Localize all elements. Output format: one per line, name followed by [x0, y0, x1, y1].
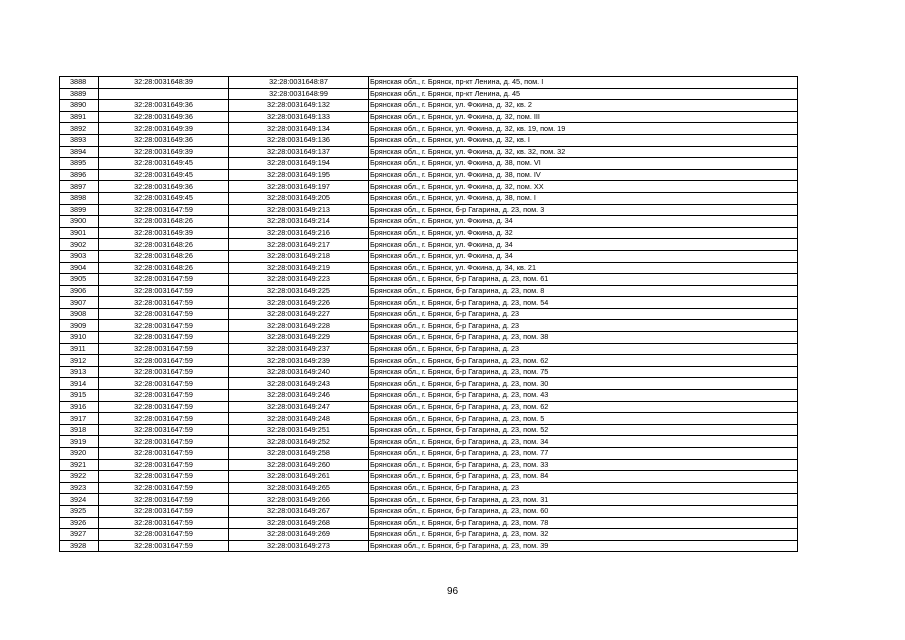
table-row — [60, 343, 798, 355]
table-row — [60, 192, 798, 204]
address-cell: Брянская обл., г. Брянск, ул. Фокина, д. 38, пом. IV — [369, 169, 798, 181]
address-cell: Брянская обл., г. Брянск, б-р Гагарина, д. 23, пом. 33 — [369, 459, 798, 471]
row-number-cell: 3902 — [60, 239, 99, 251]
row-number-cell: 3905 — [60, 274, 99, 286]
address-cell: Брянская обл., г. Брянск, б-р Гагарина, д. 23, пом. 75 — [369, 366, 798, 378]
cadastral-number-cell: 32:28:0031649:213 — [229, 204, 369, 216]
cadastral-number-cell: 32:28:0031649:194 — [229, 158, 369, 170]
address-cell: Брянская обл., г. Брянск, б-р Гагарина, д. 23, пом. 5 — [369, 413, 798, 425]
quarter-number-cell: 32:28:0031647:59 — [99, 517, 229, 529]
table-row — [60, 390, 798, 402]
row-number-cell: 3900 — [60, 216, 99, 228]
cadastral-number-cell: 32:28:0031649:197 — [229, 181, 369, 193]
cadastral-number-cell: 32:28:0031649:228 — [229, 320, 369, 332]
row-number-cell: 3890 — [60, 100, 99, 112]
quarter-number-cell: 32:28:0031647:59 — [99, 494, 229, 506]
cadastral-number-cell: 32:28:0031649:268 — [229, 517, 369, 529]
address-cell: Брянская обл., г. Брянск, ул. Фокина, д. 34 — [369, 216, 798, 228]
cadastral-number-cell: 32:28:0031649:260 — [229, 459, 369, 471]
row-number-cell: 3909 — [60, 320, 99, 332]
quarter-number-cell: 32:28:0031647:59 — [99, 274, 229, 286]
cadastral-number-cell: 32:28:0031649:258 — [229, 448, 369, 460]
row-number-cell: 3891 — [60, 111, 99, 123]
table-row — [60, 459, 798, 471]
row-number-cell: 3898 — [60, 192, 99, 204]
table-row — [60, 262, 798, 274]
quarter-number-cell: 32:28:0031647:59 — [99, 505, 229, 517]
cadastral-number-cell: 32:28:0031649:246 — [229, 390, 369, 402]
table-row — [60, 239, 798, 251]
row-number-cell: 3910 — [60, 332, 99, 344]
table-row — [60, 355, 798, 367]
row-number-cell: 3913 — [60, 366, 99, 378]
row-number-cell: 3925 — [60, 505, 99, 517]
address-cell: Брянская обл., г. Брянск, ул. Фокина, д. 32, пом. XX — [369, 181, 798, 193]
quarter-number-cell: 32:28:0031648:26 — [99, 250, 229, 262]
quarter-number-cell: 32:28:0031647:59 — [99, 436, 229, 448]
table-row — [60, 88, 798, 100]
row-number-cell: 3917 — [60, 413, 99, 425]
cadastral-number-cell: 32:28:0031649:133 — [229, 111, 369, 123]
cadastral-number-cell: 32:28:0031649:267 — [229, 505, 369, 517]
table-row — [60, 181, 798, 193]
quarter-number-cell: 32:28:0031647:59 — [99, 424, 229, 436]
quarter-number-cell: 32:28:0031647:59 — [99, 529, 229, 541]
cadastral-number-cell: 32:28:0031649:251 — [229, 424, 369, 436]
row-number-cell: 3911 — [60, 343, 99, 355]
table-row — [60, 204, 798, 216]
address-cell: Брянская обл., г. Брянск, ул. Фокина, д. 34 — [369, 250, 798, 262]
cadastral-number-cell: 32:28:0031649:217 — [229, 239, 369, 251]
cadastral-number-cell: 32:28:0031649:216 — [229, 227, 369, 239]
table-row — [60, 297, 798, 309]
cadastral-number-cell: 32:28:0031649:218 — [229, 250, 369, 262]
cadastral-number-cell: 32:28:0031649:214 — [229, 216, 369, 228]
address-cell: Брянская обл., г. Брянск, б-р Гагарина, д. 23, пом. 62 — [369, 355, 798, 367]
row-number-cell: 3919 — [60, 436, 99, 448]
row-number-cell: 3915 — [60, 390, 99, 402]
row-number-cell: 3916 — [60, 401, 99, 413]
cadastral-number-cell: 32:28:0031649:265 — [229, 482, 369, 494]
table-row — [60, 505, 798, 517]
quarter-number-cell: 32:28:0031647:59 — [99, 320, 229, 332]
address-cell: Брянская обл., г. Брянск, ул. Фокина, д. 32, пом. III — [369, 111, 798, 123]
cadastral-number-cell: 32:28:0031649:252 — [229, 436, 369, 448]
table-row — [60, 77, 798, 89]
cadastral-table — [59, 76, 798, 552]
row-number-cell: 3907 — [60, 297, 99, 309]
quarter-number-cell: 32:28:0031647:59 — [99, 378, 229, 390]
table-row — [60, 540, 798, 552]
quarter-number-cell: 32:28:0031649:36 — [99, 181, 229, 193]
table-row — [60, 134, 798, 146]
cadastral-number-cell: 32:28:0031648:99 — [229, 88, 369, 100]
cadastral-number-cell: 32:28:0031649:137 — [229, 146, 369, 158]
quarter-number-cell: 32:28:0031647:59 — [99, 308, 229, 320]
quarter-number-cell: 32:28:0031649:36 — [99, 100, 229, 112]
table-row — [60, 413, 798, 425]
address-cell: Брянская обл., г. Брянск, б-р Гагарина, д. 23, пом. 3 — [369, 204, 798, 216]
table-row — [60, 250, 798, 262]
row-number-cell: 3906 — [60, 285, 99, 297]
address-cell: Брянская обл., г. Брянск, пр-кт Ленина, д. 45, пом. I — [369, 77, 798, 89]
quarter-number-cell: 32:28:0031647:59 — [99, 401, 229, 413]
address-cell: Брянская обл., г. Брянск, б-р Гагарина, д. 23, пом. 43 — [369, 390, 798, 402]
quarter-number-cell: 32:28:0031649:39 — [99, 227, 229, 239]
address-cell: Брянская обл., г. Брянск, б-р Гагарина, д. 23, пом. 31 — [369, 494, 798, 506]
address-cell: Брянская обл., г. Брянск, б-р Гагарина, д. 23, пом. 60 — [369, 505, 798, 517]
row-number-cell: 3899 — [60, 204, 99, 216]
address-cell: Брянская обл., г. Брянск, ул. Фокина, д. 38, пом. VI — [369, 158, 798, 170]
quarter-number-cell: 32:28:0031647:59 — [99, 355, 229, 367]
address-cell: Брянская обл., г. Брянск, ул. Фокина, д. 32 — [369, 227, 798, 239]
cadastral-number-cell: 32:28:0031649:243 — [229, 378, 369, 390]
address-cell: Брянская обл., г. Брянск, б-р Гагарина, д. 23 — [369, 482, 798, 494]
address-cell: Брянская обл., г. Брянск, пр-кт Ленина, д. 45 — [369, 88, 798, 100]
quarter-number-cell: 32:28:0031649:36 — [99, 111, 229, 123]
row-number-cell: 3888 — [60, 77, 99, 89]
cadastral-number-cell: 32:28:0031649:273 — [229, 540, 369, 552]
address-cell: Брянская обл., г. Брянск, б-р Гагарина, д. 23, пом. 62 — [369, 401, 798, 413]
row-number-cell: 3927 — [60, 529, 99, 541]
quarter-number-cell: 32:28:0031649:39 — [99, 123, 229, 135]
cadastral-number-cell: 32:28:0031649:237 — [229, 343, 369, 355]
quarter-number-cell: 32:28:0031647:59 — [99, 297, 229, 309]
table-row — [60, 227, 798, 239]
row-number-cell: 3920 — [60, 448, 99, 460]
address-cell: Брянская обл., г. Брянск, б-р Гагарина, д. 23, пом. 34 — [369, 436, 798, 448]
cadastral-number-cell: 32:28:0031648:87 — [229, 77, 369, 89]
cadastral-number-cell: 32:28:0031649:226 — [229, 297, 369, 309]
row-number-cell: 3923 — [60, 482, 99, 494]
quarter-number-cell: 32:28:0031647:59 — [99, 413, 229, 425]
address-cell: Брянская обл., г. Брянск, б-р Гагарина, д. 23, пом. 32 — [369, 529, 798, 541]
cadastral-number-cell: 32:28:0031649:229 — [229, 332, 369, 344]
address-cell: Брянская обл., г. Брянск, б-р Гагарина, д. 23, пом. 30 — [369, 378, 798, 390]
cadastral-number-cell: 32:28:0031649:136 — [229, 134, 369, 146]
address-cell: Брянская обл., г. Брянск, б-р Гагарина, д. 23 — [369, 343, 798, 355]
row-number-cell: 3921 — [60, 459, 99, 471]
cadastral-number-cell: 32:28:0031649:269 — [229, 529, 369, 541]
address-cell: Брянская обл., г. Брянск, ул. Фокина, д. 34 — [369, 239, 798, 251]
table-row — [60, 471, 798, 483]
cadastral-number-cell: 32:28:0031649:134 — [229, 123, 369, 135]
address-cell: Брянская обл., г. Брянск, б-р Гагарина, д. 23 — [369, 308, 798, 320]
quarter-number-cell: 32:28:0031647:59 — [99, 285, 229, 297]
table-row — [60, 424, 798, 436]
row-number-cell: 3904 — [60, 262, 99, 274]
cadastral-number-cell: 32:28:0031649:132 — [229, 100, 369, 112]
address-cell: Брянская обл., г. Брянск, б-р Гагарина, д. 23, пом. 52 — [369, 424, 798, 436]
quarter-number-cell: 32:28:0031649:36 — [99, 134, 229, 146]
table-row — [60, 332, 798, 344]
table-row — [60, 146, 798, 158]
row-number-cell: 3892 — [60, 123, 99, 135]
table-row — [60, 482, 798, 494]
table-row — [60, 123, 798, 135]
quarter-number-cell: 32:28:0031647:59 — [99, 448, 229, 460]
quarter-number-cell: 32:28:0031648:26 — [99, 216, 229, 228]
address-cell: Брянская обл., г. Брянск, б-р Гагарина, д. 23, пом. 8 — [369, 285, 798, 297]
table-row — [60, 436, 798, 448]
quarter-number-cell: 32:28:0031647:59 — [99, 471, 229, 483]
quarter-number-cell: 32:28:0031647:59 — [99, 366, 229, 378]
row-number-cell: 3903 — [60, 250, 99, 262]
cadastral-number-cell: 32:28:0031649:225 — [229, 285, 369, 297]
table-row — [60, 169, 798, 181]
table-row — [60, 448, 798, 460]
row-number-cell: 3895 — [60, 158, 99, 170]
cadastral-number-cell: 32:28:0031649:195 — [229, 169, 369, 181]
cadastral-number-cell: 32:28:0031649:205 — [229, 192, 369, 204]
quarter-number-cell: 32:28:0031649:39 — [99, 146, 229, 158]
table-row — [60, 111, 798, 123]
quarter-number-cell: 32:28:0031648:26 — [99, 239, 229, 251]
quarter-number-cell: 32:28:0031649:45 — [99, 169, 229, 181]
table-row — [60, 100, 798, 112]
address-cell: Брянская обл., г. Брянск, б-р Гагарина, д. 23, пом. 61 — [369, 274, 798, 286]
address-cell: Брянская обл., г. Брянск, б-р Гагарина, д. 23, пом. 78 — [369, 517, 798, 529]
quarter-number-cell: 32:28:0031647:59 — [99, 343, 229, 355]
row-number-cell: 3908 — [60, 308, 99, 320]
table-row — [60, 529, 798, 541]
table-row — [60, 158, 798, 170]
row-number-cell: 3897 — [60, 181, 99, 193]
table-row — [60, 274, 798, 286]
cadastral-number-cell: 32:28:0031649:223 — [229, 274, 369, 286]
row-number-cell: 3896 — [60, 169, 99, 181]
row-number-cell: 3914 — [60, 378, 99, 390]
quarter-number-cell — [99, 88, 229, 100]
table-body — [60, 77, 798, 552]
address-cell: Брянская обл., г. Брянск, ул. Фокина, д. 34, кв. 21 — [369, 262, 798, 274]
row-number-cell: 3918 — [60, 424, 99, 436]
address-cell: Брянская обл., г. Брянск, б-р Гагарина, д. 23, пом. 54 — [369, 297, 798, 309]
cadastral-number-cell: 32:28:0031649:261 — [229, 471, 369, 483]
address-cell: Брянская обл., г. Брянск, ул. Фокина, д. 32, кв. 32, пом. 32 — [369, 146, 798, 158]
address-cell: Брянская обл., г. Брянск, ул. Фокина, д. 32, кв. 19, пом. 19 — [369, 123, 798, 135]
address-cell: Брянская обл., г. Брянск, ул. Фокина, д. 32, кв. I — [369, 134, 798, 146]
row-number-cell: 3926 — [60, 517, 99, 529]
cadastral-number-cell: 32:28:0031649:240 — [229, 366, 369, 378]
page-number: 96 — [446, 586, 459, 597]
address-cell: Брянская обл., г. Брянск, б-р Гагарина, д. 23 — [369, 320, 798, 332]
row-number-cell: 3889 — [60, 88, 99, 100]
row-number-cell: 3924 — [60, 494, 99, 506]
quarter-number-cell: 32:28:0031647:59 — [99, 332, 229, 344]
quarter-number-cell: 32:28:0031649:45 — [99, 158, 229, 170]
quarter-number-cell: 32:28:0031647:59 — [99, 540, 229, 552]
address-cell: Брянская обл., г. Брянск, ул. Фокина, д. 32, кв. 2 — [369, 100, 798, 112]
table-row — [60, 216, 798, 228]
cadastral-number-cell: 32:28:0031649:239 — [229, 355, 369, 367]
row-number-cell: 3901 — [60, 227, 99, 239]
cadastral-number-cell: 32:28:0031649:219 — [229, 262, 369, 274]
quarter-number-cell: 32:28:0031647:59 — [99, 204, 229, 216]
row-number-cell: 3922 — [60, 471, 99, 483]
quarter-number-cell: 32:28:0031648:26 — [99, 262, 229, 274]
table-row — [60, 308, 798, 320]
quarter-number-cell: 32:28:0031647:59 — [99, 482, 229, 494]
address-cell: Брянская обл., г. Брянск, б-р Гагарина, д. 23, пом. 39 — [369, 540, 798, 552]
address-cell: Брянская обл., г. Брянск, б-р Гагарина, д. 23, пом. 77 — [369, 448, 798, 460]
table-row — [60, 285, 798, 297]
row-number-cell: 3893 — [60, 134, 99, 146]
cadastral-number-cell: 32:28:0031649:266 — [229, 494, 369, 506]
address-cell: Брянская обл., г. Брянск, ул. Фокина, д. 38, пом. I — [369, 192, 798, 204]
table-row — [60, 401, 798, 413]
cadastral-number-cell: 32:28:0031649:247 — [229, 401, 369, 413]
cadastral-number-cell: 32:28:0031649:248 — [229, 413, 369, 425]
row-number-cell: 3912 — [60, 355, 99, 367]
table-row — [60, 378, 798, 390]
quarter-number-cell: 32:28:0031647:59 — [99, 459, 229, 471]
table-row — [60, 320, 798, 332]
cadastral-number-cell: 32:28:0031649:227 — [229, 308, 369, 320]
table-row — [60, 494, 798, 506]
quarter-number-cell: 32:28:0031648:39 — [99, 77, 229, 89]
address-cell: Брянская обл., г. Брянск, б-р Гагарина, д. 23, пом. 84 — [369, 471, 798, 483]
address-cell: Брянская обл., г. Брянск, б-р Гагарина, д. 23, пом. 38 — [369, 332, 798, 344]
quarter-number-cell: 32:28:0031649:45 — [99, 192, 229, 204]
row-number-cell: 3894 — [60, 146, 99, 158]
table-row — [60, 366, 798, 378]
row-number-cell: 3928 — [60, 540, 99, 552]
table-row — [60, 517, 798, 529]
quarter-number-cell: 32:28:0031647:59 — [99, 390, 229, 402]
